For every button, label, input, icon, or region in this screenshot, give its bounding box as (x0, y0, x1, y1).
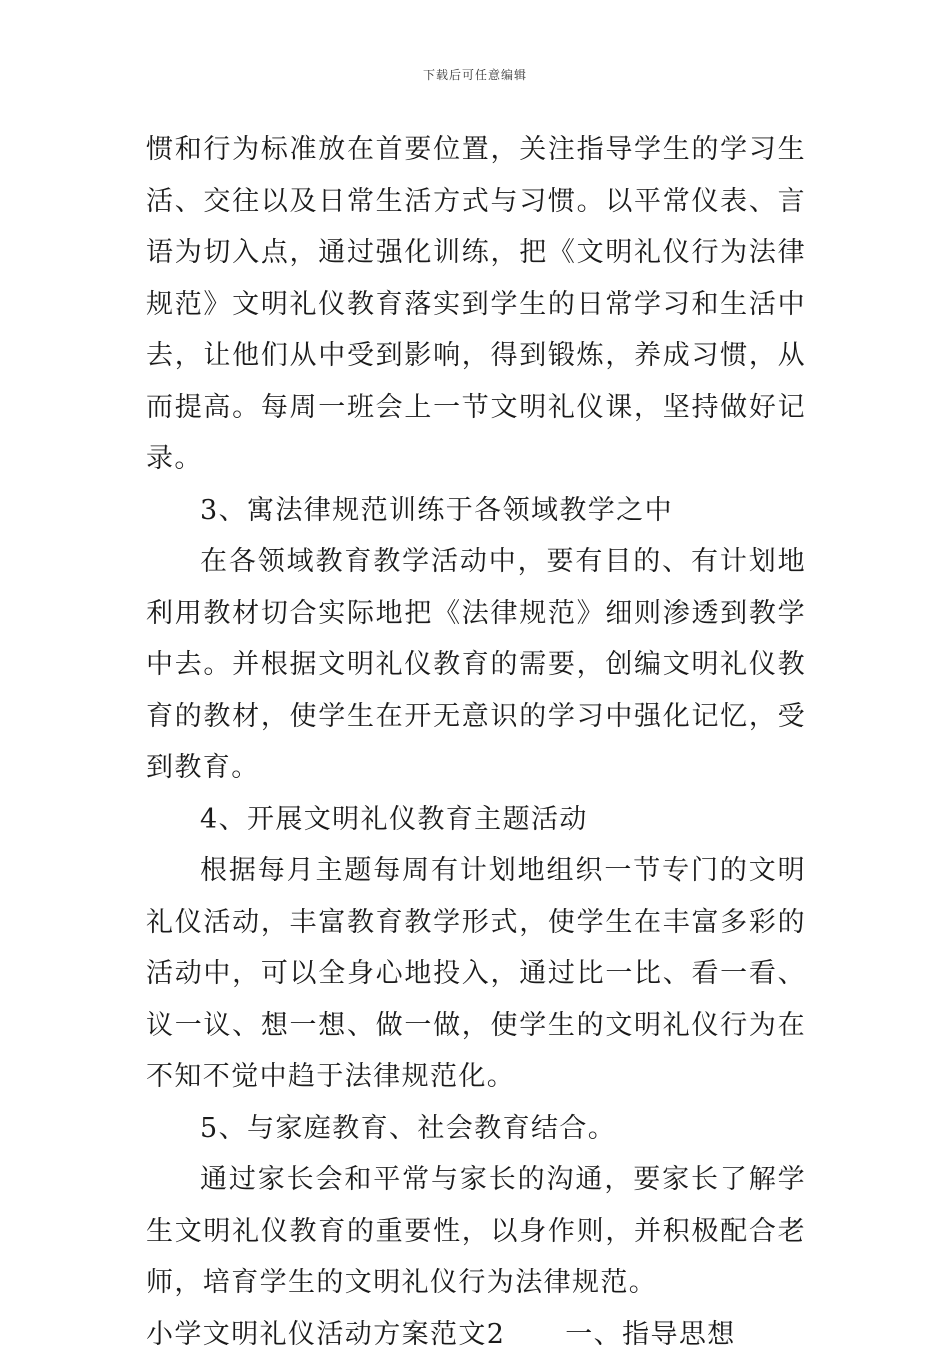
paragraph-section-3: 在各领域教育教学活动中，要有目的、有计划地利用教材切合实际地把《法律规范》细则渗透到教学中去。并根据文明礼仪教育的需要，创编文明礼仪教育的教材，使学生在开无意识的学习中强化记忆，受到教育。 (146, 536, 806, 794)
section-heading-5: 5、与家庭教育、社会教育结合。 (146, 1103, 806, 1155)
paragraph-section-4: 根据每月主题每周有计划地组织一节专门的文明礼仪活动，丰富教育教学形式，使学生在丰富多彩的活动中，可以全身心地投入，通过比一比、看一看、议一议、想一想、做一做，使学生的文明礼仪行为在不知不觉中趋于法律规范化。 (146, 845, 806, 1103)
paragraph-continuation: 惯和行为标准放在首要位置，关注指导学生的学习生活、交往以及日常生活方式与习惯。以平常仪表、言语为切入点，通过强化训练，把《文明礼仪行为法律规范》文明礼仪教育落实到学生的日常学习和生活中去，让他们从中受到影响，得到锻炼，养成习惯，从而提高。每周一班会上一节文明礼仪课，坚持做好记录。 (146, 124, 806, 485)
paragraph-section-5: 通过家长会和平常与家长的沟通，要家长了解学生文明礼仪教育的重要性，以身作则，并积极配合老师，培育学生的文明礼仪行为法律规范。 (146, 1154, 806, 1309)
section-heading-4: 4、开展文明礼仪教育主题活动 (146, 794, 806, 846)
document-body (146, 124, 806, 1360)
section-heading-3: 3、寓法律规范训练于各领域教学之中 (146, 485, 806, 537)
next-article-title: 小学文明礼仪活动方案范文2 一、指导思想 (146, 1309, 806, 1360)
page-header-note: 下载后可任意编辑 (0, 66, 950, 83)
